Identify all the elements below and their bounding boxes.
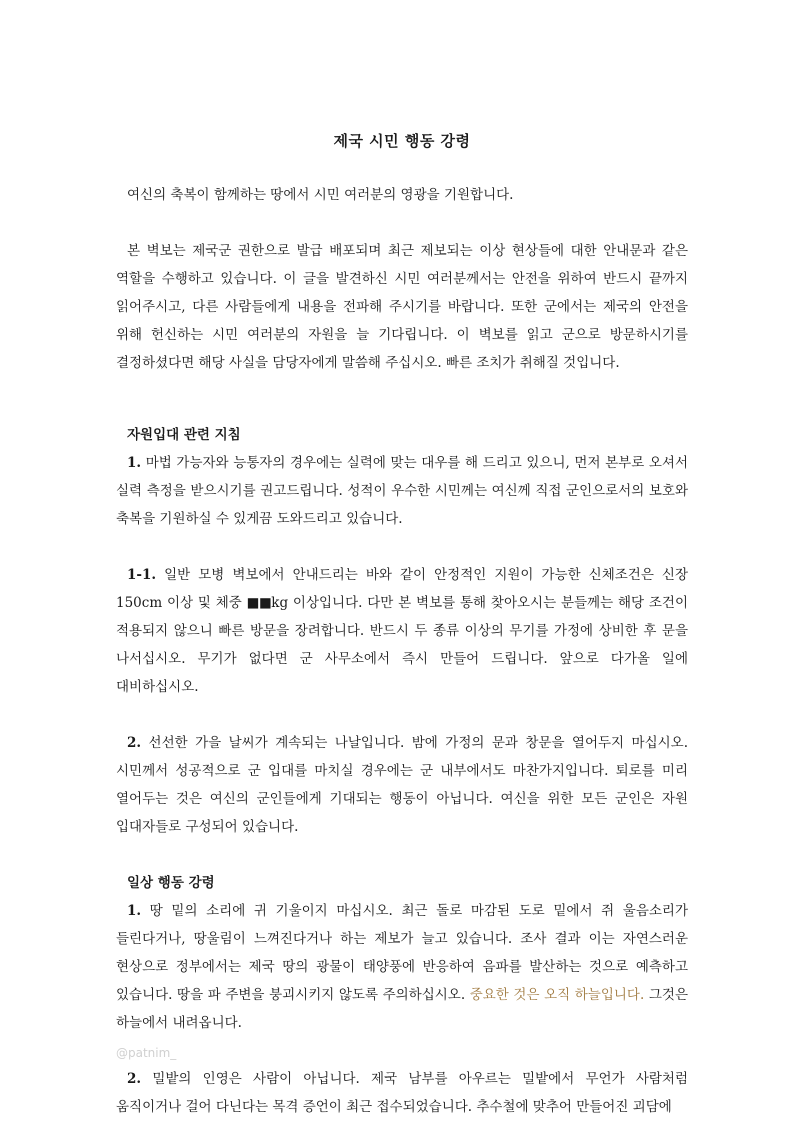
item-number: 1.	[127, 903, 142, 919]
section-heading-enlistment: 자원입대 관련 지침	[127, 427, 241, 443]
spacer	[116, 533, 688, 561]
enlistment-item-2	[116, 729, 688, 841]
item-number: 1.	[127, 455, 142, 471]
intro-body: 본 벽보는 제국군 권한으로 발급 배포되며 최근 제보되는 이상 현상들에 대한 안내문과 같은 역할을 수행하고 있습니다. 이 글을 발견하신 시민 여러분께서는 안전을 위하여 반드시 끝까지 읽어주시고, 다른 사람들에게 내용을 전파해 주시기를 바랍니다. 또한 군에서는 제국의 안전을 위해 헌신하는 시민 여러분의 자원을 늘 기다립니다. 이 벽보를 읽고 군으로 방문하시기를 결정하셨다면 해당 사실을 담당자에게 말씀해 주십시오. 빠른 조치가 취해질 것입니다.	[116, 243, 688, 371]
item-number: 1-1.	[127, 567, 157, 583]
spacer	[116, 377, 688, 421]
document-page	[116, 120, 688, 1121]
spacer	[116, 841, 688, 869]
watermark: @patnim_	[116, 1046, 177, 1060]
section-heading-daily-conduct: 일상 행동 강령	[127, 875, 215, 891]
enlistment-item-1	[116, 449, 688, 533]
item-text-before: 일반 모병 벽보에서 안내드리는 바와 같이 안정적인 지원이 가능한 신체조건은 신장 150cm 이상 및 체중	[116, 567, 688, 611]
item-text: 선선한 가을 날씨가 계속되는 나날입니다. 밤에 가정의 문과 창문을 열어두지 마십시오. 시민께서 성공적으로 군 입대를 마치실 경우에는 군 내부에서도 마찬가지입니다. 퇴로를 미리 열어두는 것은 여신의 군인들에게 기대되는 행동이 아닙니다. 여신을 위한 모든 군인은 자원 입대자들로 구성되어 있습니다.	[116, 735, 688, 835]
item-text-after: 그것은 하늘에서 내려옵니다.	[116, 987, 688, 1031]
intro-greeting: 여신의 축복이 함께하는 땅에서 시민 여러분의 영광을 기원합니다.	[127, 187, 514, 203]
daily-item-2	[116, 1065, 688, 1121]
enlistment-item-1-1	[116, 561, 688, 701]
spacer	[116, 209, 688, 237]
redacted-mark: ■■	[246, 595, 272, 611]
item-text-after: kg 이상입니다. 다만 본 벽보를 통해 찾아오시는 분들께는 해당 조건이 적용되지 않으니 빠른 방문을 장려합니다. 반드시 두 종류 이상의 무기를 가정에 상비한 후 문을 나서십시오. 무기가 없다면 군 사무소에서 즉시 만들어 드립니다. 앞으로 다가올 일에 대비하십시오.	[116, 595, 689, 695]
document-title: 제국 시민 행동 강령	[333, 132, 471, 150]
highlighted-text: 중요한 것은 오직 하늘입니다.	[469, 987, 645, 1003]
item-text: 밀밭의 인영은 사람이 아닙니다. 제국 남부를 아우르는 밀밭에서 무언가 사람처럼 움직이거나 걸어 다닌다는 목격 증언이 최근 접수되었습니다. 추수철에 맞추어 만들어진 괴담에	[116, 1071, 689, 1115]
spacer	[116, 701, 688, 729]
item-number: 2.	[127, 1071, 142, 1087]
item-text: 마법 가능자와 능통자의 경우에는 실력에 맞는 대우를 해 드리고 있으니, 먼저 본부로 오셔서 실력 측정을 받으시기를 권고드립니다. 성적이 우수한 시민께는 여신께 직접 군인으로서의 보호와 축복을 기원하실 수 있게끔 도와드리고 있습니다.	[116, 455, 688, 527]
item-text-before: 땅 밑의 소리에 귀 기울이지 마십시오. 최근 돌로 마감된 도로 밑에서 쥐 울음소리가 들린다거나, 땅울림이 느껴진다거나 하는 제보가 늘고 있습니다. 조사 결과 이는 자연스러운 현상으로 정부에서는 제국 땅의 광물이 태양풍에 반응하여 음파를 발산하는 것으로 예측하고 있습니다. 땅을 파 주변을 붕괴시키지 않도록 주의하십시오.	[116, 903, 688, 1003]
daily-item-1	[116, 897, 688, 1037]
item-number: 2.	[127, 735, 142, 751]
spacer	[116, 1037, 688, 1065]
